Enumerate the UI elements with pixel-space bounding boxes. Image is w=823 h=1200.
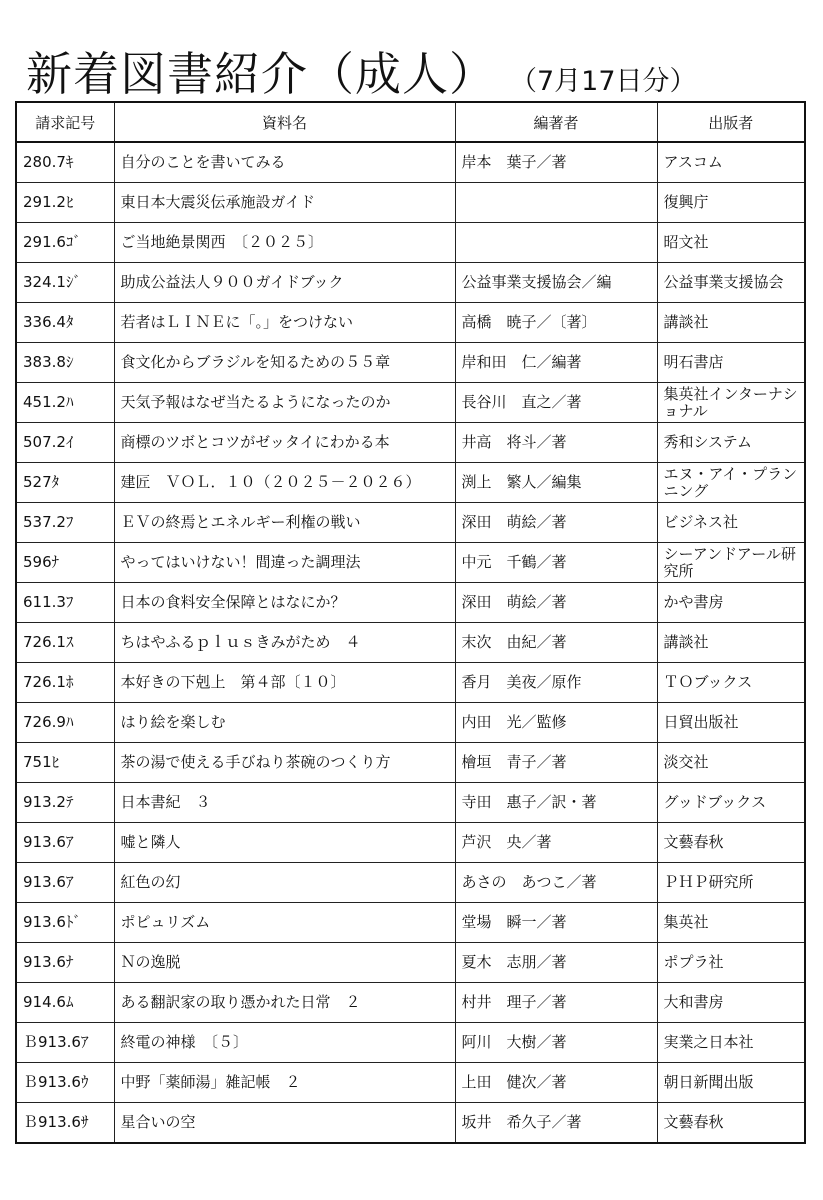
column-header-publisher: 出版者 bbox=[657, 102, 805, 142]
call-number-cell: 596ﾅ bbox=[16, 543, 114, 583]
title-cell: 中野「薬師湯」雑記帳 ２ bbox=[114, 1063, 455, 1103]
publisher-cell: ポプラ社 bbox=[657, 943, 805, 983]
call-number-cell: 324.1ｼﾞ bbox=[16, 263, 114, 303]
page-date: （7月17日分） bbox=[510, 66, 697, 97]
column-header-call-number: 請求記号 bbox=[16, 102, 114, 142]
author-cell: 檜垣 青子／著 bbox=[455, 743, 657, 783]
title-cell: 日本書紀 ３ bbox=[114, 783, 455, 823]
title-cell: 嘘と隣人 bbox=[114, 823, 455, 863]
call-number-cell: 527ﾀ bbox=[16, 463, 114, 503]
author-cell: 岸和田 仁／編著 bbox=[455, 343, 657, 383]
publisher-cell: 文藝春秋 bbox=[657, 1103, 805, 1144]
publisher-cell: 秀和システム bbox=[657, 423, 805, 463]
title-cell: 天気予報はなぜ当たるようになったのか bbox=[114, 383, 455, 423]
title-cell: 助成公益法人９００ガイドブック bbox=[114, 263, 455, 303]
call-number-cell: 451.2ﾊ bbox=[16, 383, 114, 423]
call-number-cell: 726.1ﾎ bbox=[16, 663, 114, 703]
title-cell: 日本の食料安全保障とはなにか？ bbox=[114, 583, 455, 623]
table-row bbox=[16, 383, 805, 423]
publisher-cell: 公益事業支援協会 bbox=[657, 263, 805, 303]
column-header-title: 資料名 bbox=[114, 102, 455, 142]
author-cell: 阿川 大樹／著 bbox=[455, 1023, 657, 1063]
call-number-cell: 726.9ﾊ bbox=[16, 703, 114, 743]
call-number-cell: 280.7ｷ bbox=[16, 142, 114, 183]
call-number-cell: 913.6ﾅ bbox=[16, 943, 114, 983]
author-cell: 深田 萌絵／著 bbox=[455, 503, 657, 543]
call-number-cell: Ｂ913.6ｱ bbox=[16, 1023, 114, 1063]
table-row bbox=[16, 463, 805, 503]
table-row bbox=[16, 1023, 805, 1063]
table-row bbox=[16, 223, 805, 263]
table-row bbox=[16, 623, 805, 663]
title-cell: ＥＶの終焉とエネルギー利権の戦い bbox=[114, 503, 455, 543]
call-number-cell: 751ﾋ bbox=[16, 743, 114, 783]
publisher-cell: 集英社インターナショナル bbox=[657, 383, 805, 423]
publisher-cell: グッドブックス bbox=[657, 783, 805, 823]
column-header-author: 編著者 bbox=[455, 102, 657, 142]
table-row bbox=[16, 423, 805, 463]
author-cell: 上田 健次／著 bbox=[455, 1063, 657, 1103]
title-cell: はり絵を楽しむ bbox=[114, 703, 455, 743]
publisher-cell: 昭文社 bbox=[657, 223, 805, 263]
page-header bbox=[26, 44, 697, 104]
publisher-cell: シーアンドアール研究所 bbox=[657, 543, 805, 583]
author-cell: 末次 由紀／著 bbox=[455, 623, 657, 663]
author-cell: 坂井 希久子／著 bbox=[455, 1103, 657, 1144]
page-title: 新着図書紹介（成人） bbox=[26, 47, 496, 101]
table-row bbox=[16, 943, 805, 983]
books-table bbox=[15, 101, 806, 1144]
publisher-cell: 日貿出版社 bbox=[657, 703, 805, 743]
publisher-cell: エヌ・アイ・プランニング bbox=[657, 463, 805, 503]
table-row bbox=[16, 1103, 805, 1144]
call-number-cell: 291.2ﾋ bbox=[16, 183, 114, 223]
title-cell: やってはいけない！間違った調理法 bbox=[114, 543, 455, 583]
call-number-cell: 913.6ﾄﾞ bbox=[16, 903, 114, 943]
title-cell: ある翻訳家の取り憑かれた日常 ２ bbox=[114, 983, 455, 1023]
table-row bbox=[16, 823, 805, 863]
table-header-row bbox=[16, 102, 805, 142]
title-cell: ちはやふるｐｌｕｓきみがため ４ bbox=[114, 623, 455, 663]
call-number-cell: 913.2ﾃ bbox=[16, 783, 114, 823]
author-cell: 村井 理子／著 bbox=[455, 983, 657, 1023]
call-number-cell: 537.2ﾌ bbox=[16, 503, 114, 543]
title-cell: ポピュリズム bbox=[114, 903, 455, 943]
table-row bbox=[16, 183, 805, 223]
table-row bbox=[16, 783, 805, 823]
call-number-cell: 291.6ｺﾞ bbox=[16, 223, 114, 263]
table-row bbox=[16, 543, 805, 583]
publisher-cell: アスコム bbox=[657, 142, 805, 183]
publisher-cell: ビジネス社 bbox=[657, 503, 805, 543]
table-row bbox=[16, 743, 805, 783]
author-cell: 渕上 繁人／編集 bbox=[455, 463, 657, 503]
call-number-cell: Ｂ913.6ｻ bbox=[16, 1103, 114, 1144]
call-number-cell: Ｂ913.6ｳ bbox=[16, 1063, 114, 1103]
table-row bbox=[16, 703, 805, 743]
publisher-cell: 集英社 bbox=[657, 903, 805, 943]
author-cell: 内田 光／監修 bbox=[455, 703, 657, 743]
publisher-cell: 大和書房 bbox=[657, 983, 805, 1023]
title-cell: 建匠 ＶＯＬ．１０（２０２５－２０２６） bbox=[114, 463, 455, 503]
table-row bbox=[16, 583, 805, 623]
publisher-cell: かや書房 bbox=[657, 583, 805, 623]
author-cell: 岸本 葉子／著 bbox=[455, 142, 657, 183]
author-cell: 公益事業支援協会／編 bbox=[455, 263, 657, 303]
title-cell: 若者はＬＩＮＥに「。」をつけない bbox=[114, 303, 455, 343]
author-cell bbox=[455, 223, 657, 263]
author-cell: 高橋 暁子／〔著〕 bbox=[455, 303, 657, 343]
author-cell bbox=[455, 183, 657, 223]
publisher-cell: ＰＨＰ研究所 bbox=[657, 863, 805, 903]
call-number-cell: 336.4ﾀ bbox=[16, 303, 114, 343]
title-cell: 星合いの空 bbox=[114, 1103, 455, 1144]
table-row bbox=[16, 263, 805, 303]
title-cell: 本好きの下剋上 第４部〔１０〕 bbox=[114, 663, 455, 703]
author-cell: 井高 将斗／著 bbox=[455, 423, 657, 463]
author-cell: 芦沢 央／著 bbox=[455, 823, 657, 863]
call-number-cell: 913.6ｱ bbox=[16, 863, 114, 903]
author-cell: 長谷川 直之／著 bbox=[455, 383, 657, 423]
author-cell: 香月 美夜／原作 bbox=[455, 663, 657, 703]
table-row bbox=[16, 663, 805, 703]
title-cell: ご当地絶景関西 〔２０２５〕 bbox=[114, 223, 455, 263]
author-cell: 深田 萌絵／著 bbox=[455, 583, 657, 623]
title-cell: 終電の神様 〔５〕 bbox=[114, 1023, 455, 1063]
title-cell: Ｎの逸脱 bbox=[114, 943, 455, 983]
call-number-cell: 507.2ｲ bbox=[16, 423, 114, 463]
call-number-cell: 383.8ｼ bbox=[16, 343, 114, 383]
author-cell: あさの あつこ／著 bbox=[455, 863, 657, 903]
publisher-cell: ＴＯブックス bbox=[657, 663, 805, 703]
title-cell: 紅色の幻 bbox=[114, 863, 455, 903]
author-cell: 中元 千鶴／著 bbox=[455, 543, 657, 583]
table-row bbox=[16, 983, 805, 1023]
call-number-cell: 914.6ﾑ bbox=[16, 983, 114, 1023]
publisher-cell: 明石書店 bbox=[657, 343, 805, 383]
author-cell: 夏木 志朋／著 bbox=[455, 943, 657, 983]
title-cell: 自分のことを書いてみる bbox=[114, 142, 455, 183]
publisher-cell: 淡交社 bbox=[657, 743, 805, 783]
table-row bbox=[16, 1063, 805, 1103]
publisher-cell: 文藝春秋 bbox=[657, 823, 805, 863]
publisher-cell: 復興庁 bbox=[657, 183, 805, 223]
title-cell: 商標のツボとコツがゼッタイにわかる本 bbox=[114, 423, 455, 463]
publisher-cell: 朝日新聞出版 bbox=[657, 1063, 805, 1103]
table-row bbox=[16, 343, 805, 383]
table-row bbox=[16, 142, 805, 183]
call-number-cell: 913.6ｱ bbox=[16, 823, 114, 863]
publisher-cell: 講談社 bbox=[657, 623, 805, 663]
call-number-cell: 726.1ｽ bbox=[16, 623, 114, 663]
publisher-cell: 実業之日本社 bbox=[657, 1023, 805, 1063]
author-cell: 堂場 瞬一／著 bbox=[455, 903, 657, 943]
author-cell: 寺田 惠子／訳・著 bbox=[455, 783, 657, 823]
table-row bbox=[16, 903, 805, 943]
publisher-cell: 講談社 bbox=[657, 303, 805, 343]
table-row bbox=[16, 303, 805, 343]
title-cell: 東日本大震災伝承施設ガイド bbox=[114, 183, 455, 223]
call-number-cell: 611.3ﾌ bbox=[16, 583, 114, 623]
title-cell: 食文化からブラジルを知るための５５章 bbox=[114, 343, 455, 383]
table-row bbox=[16, 503, 805, 543]
title-cell: 茶の湯で使える手びねり茶碗のつくり方 bbox=[114, 743, 455, 783]
table-row bbox=[16, 863, 805, 903]
